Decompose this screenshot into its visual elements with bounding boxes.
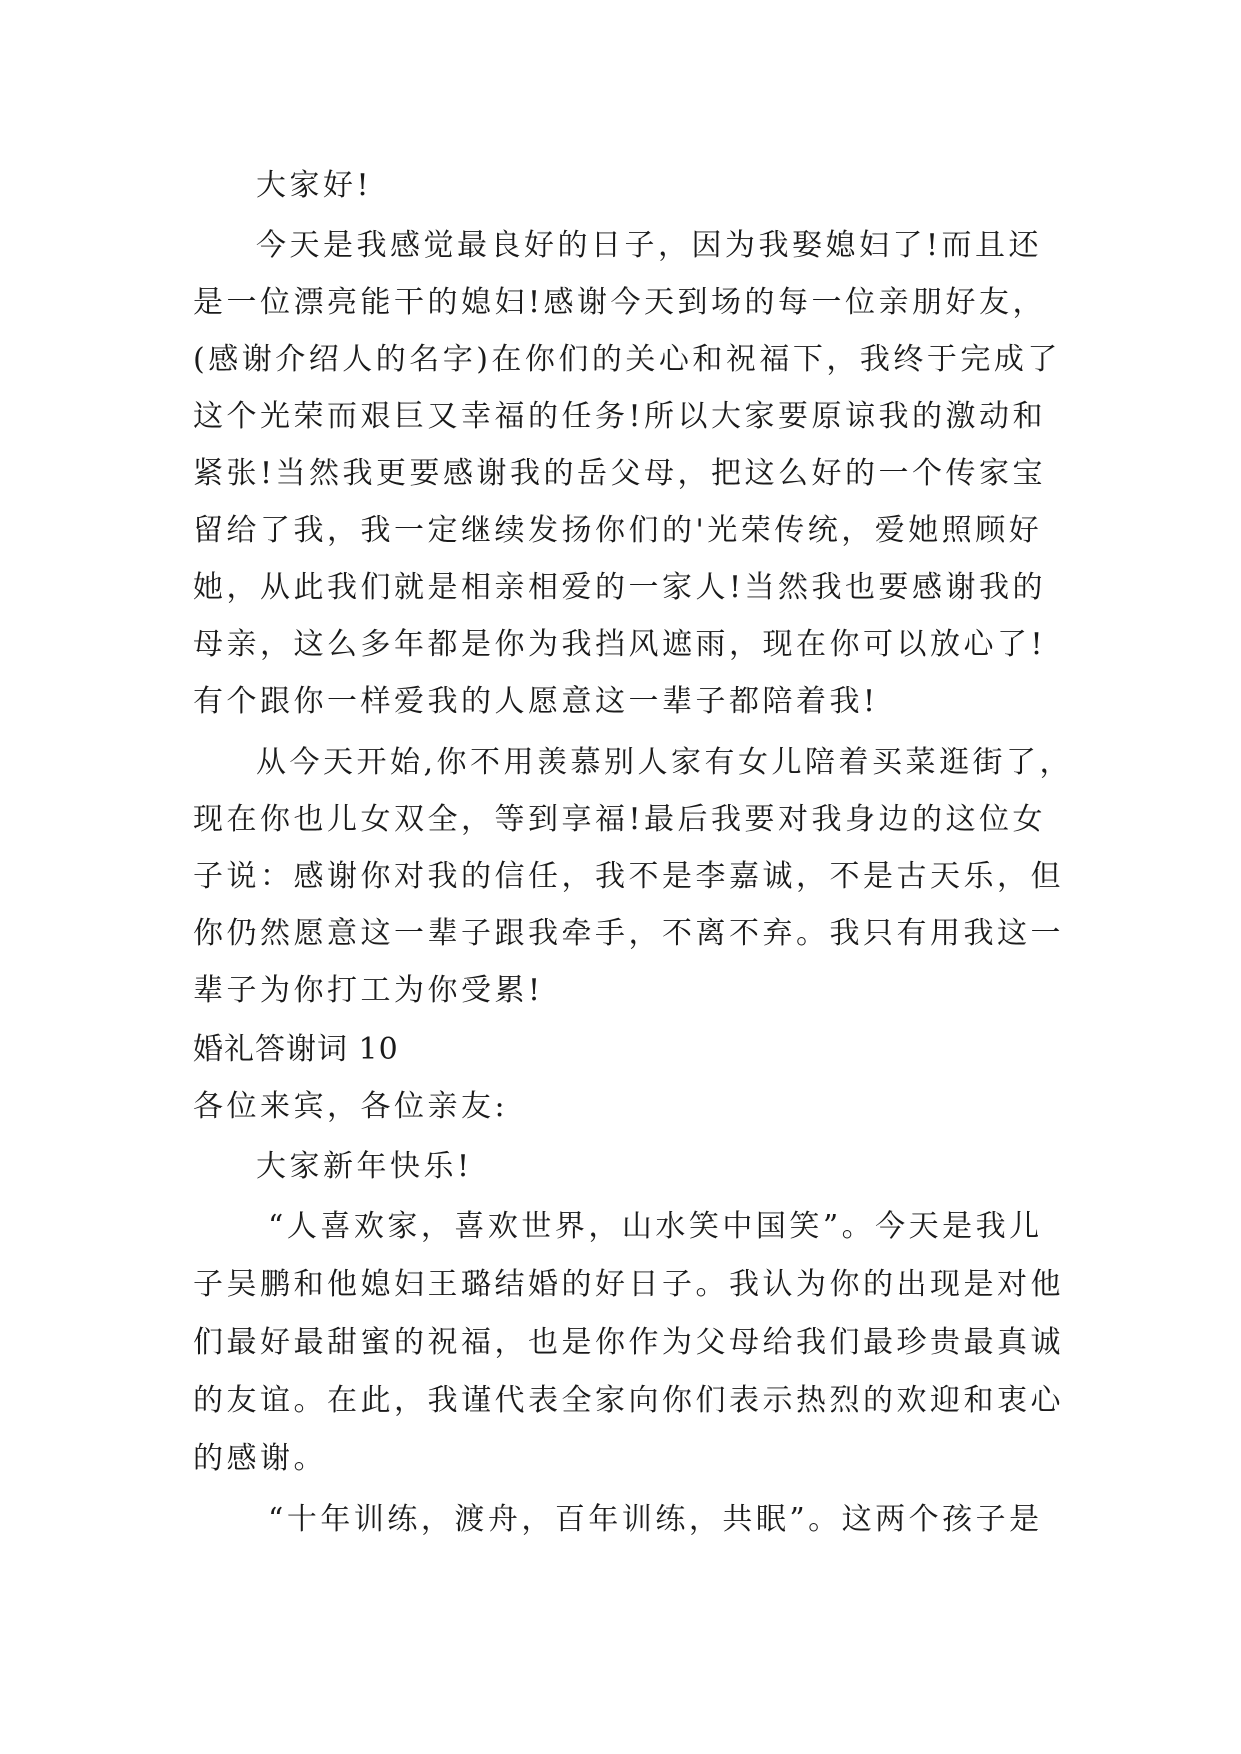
text-line: 子吴鹏和他媳妇王璐结婚的好日子。我认为你的出现是对他 (193, 1267, 1064, 1302)
salutation: 各位来宾，各位亲友: (193, 1089, 509, 1124)
text-line: 她，从此我们就是相亲相爱的一家人!当然我也要感谢我的 (193, 570, 1047, 605)
text-line: (感谢介绍人的名字)在你们的关心和祝福下，我终于完成了 (193, 342, 1061, 377)
text-line: “人喜欢家，喜欢世界，山水笑中国笑”。今天是我儿 (268, 1209, 1043, 1244)
text-line: 大家好! (256, 168, 373, 203)
text-line: 的友谊。在此，我谨代表全家向你们表示热烈的欢迎和衷心 (193, 1383, 1064, 1418)
text-line: 你仍然愿意这一辈子跟我牵手，不离不弃。我只有用我这一 (193, 916, 1064, 951)
text-line: 子说：感谢你对我的信任，我不是李嘉诚，不是古天乐，但 (193, 859, 1064, 894)
text-line: 留给了我，我一定继续发扬你们的'光荣传统，爱她照顾好 (193, 513, 1043, 548)
text-line: “十年训练，渡舟，百年训练，共眠”。这两个孩子是 (268, 1502, 1043, 1537)
text-line: 辈子为你打工为你受累! (193, 973, 544, 1008)
text-line: 这个光荣而艰巨又幸福的任务!所以大家要原谅我的激动和 (193, 399, 1047, 434)
text-line: 现在你也儿女双全，等到享福!最后我要对我身边的这位女 (193, 802, 1047, 837)
section-heading: 婚礼答谢词 10 (193, 1032, 399, 1067)
text-line: 从今天开始,你不用羡慕别人家有女儿陪着买菜逛街了， (256, 745, 1074, 780)
text-line: 今天是我感觉最良好的日子，因为我娶媳妇了!而且还 (256, 228, 1043, 263)
text-line: 大家新年快乐! (256, 1149, 473, 1184)
text-line: 有个跟你一样爱我的人愿意这一辈子都陪着我! (193, 684, 879, 719)
text-line: 紧张!当然我更要感谢我的岳父母，把这么好的一个传家宝 (193, 456, 1047, 491)
text-line: 是一位漂亮能干的媳妇!感谢今天到场的每一位亲朋好友， (193, 285, 1047, 320)
text-line: 们最好最甜蜜的祝福，也是你作为父母给我们最珍贵最真诚 (193, 1325, 1064, 1360)
text-line: 母亲，这么多年都是你为我挡风遮雨，现在你可以放心了! (193, 627, 1047, 662)
text-line: 的感谢。 (193, 1441, 327, 1476)
